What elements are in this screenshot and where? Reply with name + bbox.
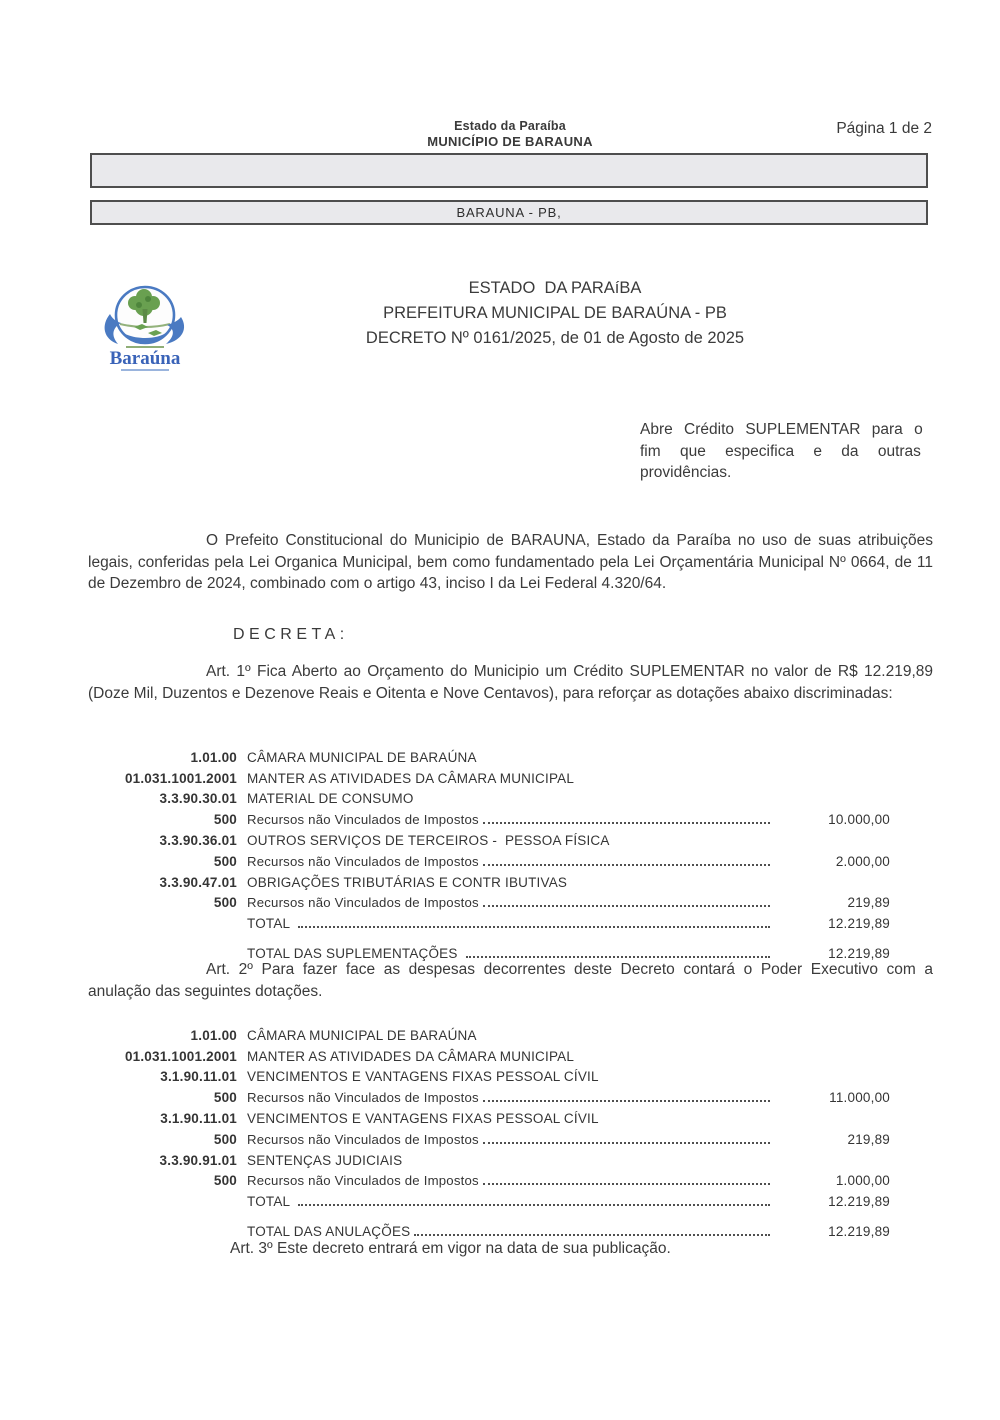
table-row: [90, 1126, 890, 1147]
row-desc: CÂMARA MUNICIPAL DE BARAÚNA: [247, 749, 477, 765]
logo-city-name: Baraúna: [109, 348, 181, 369]
row-code: 3.3.90.47.01: [159, 874, 237, 890]
dotted-leader: [483, 822, 770, 824]
row-desc: VENCIMENTOS E VANTAGENS FIXAS PESSOAL CÍVIL: [247, 1110, 599, 1126]
table-row: [90, 1084, 890, 1105]
dotted-leader: [483, 864, 770, 866]
document-header: [290, 119, 730, 149]
row-code: 3.3.90.30.01: [159, 791, 237, 807]
row-amount: 12.219,89: [828, 916, 890, 932]
row-amount: 2.000,00: [835, 853, 890, 869]
row-amount: 12.219,89: [828, 945, 890, 961]
row-desc: TOTAL DAS ANULAÇÕES: [247, 1224, 772, 1239]
dotted-leader: [483, 1142, 770, 1144]
ementa-line1: Abre Crédito SUPLEMENTAR para o: [640, 421, 923, 438]
table-grand-total-row: [90, 940, 890, 961]
row-amount: 12.219,89: [828, 1194, 890, 1210]
table-row: [90, 744, 890, 765]
table-total-row: [90, 910, 890, 931]
row-code: 500: [213, 853, 237, 869]
dotted-leader: [414, 1234, 770, 1236]
preamble-paragraph: O Prefeito Constitucional do Municipio de BARAUNA, Estado da Paraíba no uso de suas atribuições legais, conferidas pela Lei Organica Municipal, bem como fundamentado pela Lei Orçamentária Municipal Nº 0664, de 11 de Dezembro de 2024, combinado com o artigo 43, inciso I da Lei Federal 4.320/64.: [88, 532, 933, 592]
row-desc: OUTROS SERVIÇOS DE TERCEIROS - PESSOA FÍSICA: [247, 832, 610, 848]
row-code: 3.1.90.11.01: [160, 1110, 237, 1126]
scanned-header-bar-city: [90, 200, 928, 225]
article-3-paragraph: Art. 3º Este decreto entrará em vigor na data de sua publicação.: [230, 1240, 671, 1257]
article-1-paragraph: Art. 1º Fica Aberto ao Orçamento do Municipio um Crédito SUPLEMENTAR no valor de R$ 12.219,89 (Doze Mil, Duzentos e Dezenove Reais e Oitenta e Nove Centavos), para reforçar as dotações abaixo discriminadas:: [88, 663, 933, 702]
dotted-leader: [483, 1183, 770, 1185]
title-state: ESTADO DA PARAíBA: [468, 279, 642, 297]
row-code: 500: [213, 895, 237, 911]
title-prefeitura: PREFEITURA MUNICIPAL DE BARAÚNA - PB: [383, 304, 727, 322]
ementa-clause: [640, 419, 934, 484]
row-desc: VENCIMENTOS E VANTAGENS FIXAS PESSOAL CÍVIL: [247, 1069, 599, 1085]
table-row: [90, 869, 890, 890]
table-row: [90, 890, 890, 911]
anulacoes-table: [90, 1022, 890, 1239]
dotted-leader: [483, 905, 770, 907]
row-desc: Recursos não Vinculados de Impostos: [247, 1173, 772, 1188]
title-decreto-number: DECRETO Nº 0161/2025, de 01 de Agosto de 2025: [365, 329, 745, 347]
municipal-logo: [96, 282, 200, 376]
page-number: Página 1 de 2: [836, 120, 932, 137]
row-desc: MATERIAL DE CONSUMO: [247, 791, 414, 807]
row-code: 500: [213, 812, 237, 828]
row-desc: Recursos não Vinculados de Impostos: [247, 895, 772, 910]
row-desc: SENTENÇAS JUDICIAIS: [247, 1152, 403, 1168]
row-code: 3.3.90.91.01: [159, 1152, 237, 1168]
table-row: [90, 1064, 890, 1085]
row-desc: Recursos não Vinculados de Impostos: [247, 1090, 772, 1105]
row-code: 3.3.90.36.01: [159, 832, 237, 848]
table-row: [90, 848, 890, 869]
table-row: [90, 1168, 890, 1189]
dotted-leader: [298, 926, 770, 928]
decree-title-block: [255, 276, 855, 351]
table-total-row: [90, 1188, 890, 1209]
table-row: [90, 1043, 890, 1064]
table-grand-total-row: [90, 1218, 890, 1239]
row-code: 500: [213, 1131, 237, 1147]
row-code: 1.01.00: [190, 1027, 237, 1043]
row-desc: Recursos não Vinculados de Impostos: [247, 854, 772, 869]
row-desc: TOTAL: [247, 916, 772, 931]
table-row: [90, 806, 890, 827]
table-row: [90, 786, 890, 807]
row-desc: TOTAL: [247, 1194, 772, 1209]
row-code: 3.1.90.11.01: [160, 1069, 237, 1085]
row-code: 01.031.1001.2001: [124, 1048, 237, 1064]
row-desc: MANTER AS ATIVIDADES DA CÂMARA MUNICIPAL: [247, 770, 575, 786]
row-code: 01.031.1001.2001: [124, 770, 237, 786]
row-code: 1.01.00: [190, 749, 237, 765]
decreta-heading: DECRETA:: [233, 626, 349, 643]
logo-tiny-bottom-text: [121, 369, 169, 371]
dotted-leader: [466, 956, 770, 958]
row-amount: 1.000,00: [835, 1173, 890, 1189]
row-amount: 219,89: [847, 895, 890, 911]
dotted-leader: [483, 1100, 770, 1102]
table-row: [90, 827, 890, 848]
banner-text: BARAUNA - PB,: [456, 205, 562, 220]
header-municipality-line: MUNICÍPIO DE BARAUNA: [427, 134, 593, 149]
row-amount: 10.000,00: [828, 812, 890, 828]
dotted-leader: [298, 1204, 770, 1206]
city-seal-icon: [96, 282, 200, 376]
row-amount: 12.219,89: [828, 1223, 890, 1239]
row-desc: MANTER AS ATIVIDADES DA CÂMARA MUNICIPAL: [247, 1048, 575, 1064]
scanned-header-bar-empty: [90, 153, 928, 188]
row-code: 500: [213, 1173, 237, 1189]
row-desc: OBRIGAÇÕES TRIBUTÁRIAS E CONTR IBUTIVAS: [247, 874, 568, 890]
row-amount: 11.000,00: [829, 1090, 890, 1106]
row-desc: Recursos não Vinculados de Impostos: [247, 1132, 772, 1147]
row-code: 500: [213, 1090, 237, 1106]
table-row: [90, 1147, 890, 1168]
row-amount: 219,89: [847, 1131, 890, 1147]
ementa-line3: providências.: [640, 464, 732, 481]
row-desc: CÂMARA MUNICIPAL DE BARAÚNA: [247, 1027, 477, 1043]
table-row: [90, 1105, 890, 1126]
ementa-line2: fim que especifica e da outras: [640, 442, 921, 460]
row-desc: TOTAL DAS SUPLEMENTAÇÕES: [247, 946, 772, 961]
table-row: [90, 765, 890, 786]
suplementacoes-table: [90, 744, 890, 961]
table-row: [90, 1022, 890, 1043]
row-desc: Recursos não Vinculados de Impostos: [247, 812, 772, 827]
article-2-paragraph: Art. 2º Para fazer face as despesas decorrentes deste Decreto contará o Poder Executivo com a anulação das seguintes dotações.: [88, 961, 933, 1000]
header-state-line: Estado da Paraíba: [454, 119, 566, 133]
